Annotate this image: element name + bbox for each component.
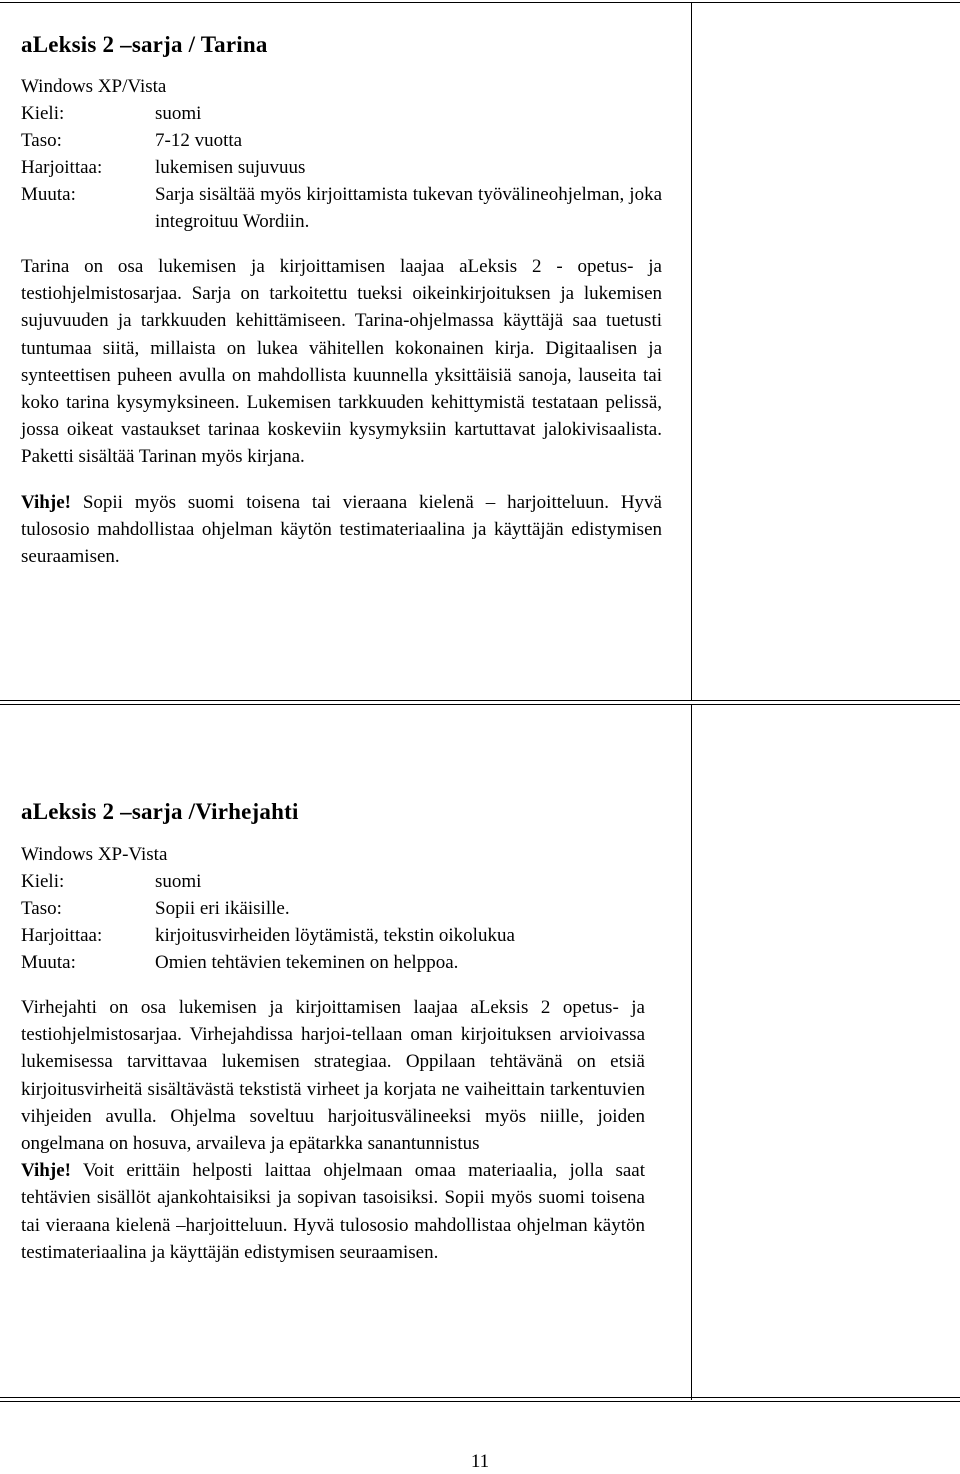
- meta-value: lukemisen sujuvuus: [155, 157, 306, 178]
- hint-paragraph: [21, 1157, 645, 1266]
- page-number: 11: [470, 1451, 490, 1472]
- meta-key: Muuta:: [21, 952, 76, 973]
- meta-key: Kieli:: [21, 103, 65, 124]
- section-divider-rule-b: [0, 704, 960, 705]
- meta-list: [21, 868, 645, 976]
- meta-key: Taso:: [21, 898, 62, 919]
- meta-key: Muuta:: [21, 184, 76, 205]
- section-divider-rule-a: [0, 700, 960, 701]
- description: Virhejahti on osa lukemisen ja kirjoittamisen laajaa aLeksis 2 opetus- ja testiohjelmistosarjaa. Virhejahdissa harjoi-tellaan oman kirjoituksen arvioivassa lukemisessa tarvittavaa lukemisen strategiaa. Oppilaan tehtävänä on etsiä kirjoitusvirheitä sisältävästä tekstistä virheet ja korjata ne vaiheittain tarkentuvien vihjeiden avulla. Ohjelma soveltuu harjoitusvälineeksi myös niille, joiden ongelmana on hosuva, arvaileva ja epätarkka sanantunnistus: [21, 997, 645, 1155]
- top-rule: [0, 2, 960, 3]
- hint-label: Vihje!: [21, 1160, 71, 1182]
- meta-value: suomi: [155, 103, 202, 124]
- meta-value: kirjoitusvirheiden löytämistä, tekstin oikolukua: [155, 925, 515, 946]
- meta-key: Harjoittaa:: [21, 157, 103, 178]
- bottom-rule-a: [0, 1397, 960, 1398]
- hint-text: Voit erittäin helposti laittaa ohjelmaan omaa materiaalia, jolla saat tehtävien sisällöt ajankohtaisiksi ja sopivan tasoisiksi. Sopii myös suomi toisena tai vieraana kielenä –harjoitteluun. Hyvä tulososio mahdollistaa ohjelman käytön testimateriaalina ja käyttäjän edistymisen seuraamisen.: [21, 1160, 645, 1263]
- description: Tarina on osa lukemisen ja kirjoittamisen laajaa aLeksis 2 - opetus- ja testiohjelmistosarjaa. Sarja on tarkoitettu tueksi oikeinkirjoituksen ja lukemisen sujuvuuden ja tarkkuuden kehittämiseen. Tarina-ohjelmassa käyttäjä saa tuetusti tuntumaa siitä, millaista on lukea vähitellen kokonainen kirja. Digitaalisen ja synteettisen puheen avulla on mahdollista kuunnella yksittäisiä sanoja, lauseita tai koko tarina kysymyksineen. Lukemisen tarkkuuden kehittymistä testataan pelissä, jossa oikeat vastaukset tarinaa koskeviin kysymyksiin kartuttavat jalokivisaalista. Paketti sisältää Tarinan myös kirjana.: [21, 256, 662, 468]
- section-title: aLeksis 2 –sarja / Tarina: [21, 32, 268, 57]
- meta-value: suomi: [155, 871, 202, 892]
- platform: Windows XP/Vista: [21, 76, 167, 97]
- section-virhejahti: [21, 797, 645, 1266]
- meta-value: Omien tehtävien tekeminen on helppoa.: [155, 952, 459, 973]
- column-divider-lower: [691, 704, 692, 1400]
- meta-value: 7-12 vuotta: [155, 130, 243, 151]
- hint-text: Sopii myös suomi toisena tai vieraana kielenä – harjoitteluun. Hyvä tulososio mahdollistaa ohjelman käytön testimateriaalina ja käyttäjän edistymisen seuraamisen.: [21, 491, 662, 568]
- hint-label: Vihje!: [21, 491, 71, 513]
- hint-paragraph: [21, 489, 662, 571]
- meta-key: Harjoittaa:: [21, 925, 103, 946]
- meta-value: Sopii eri ikäisille.: [155, 898, 290, 919]
- column-divider-upper: [691, 2, 692, 700]
- meta-key: Taso:: [21, 130, 62, 151]
- section-tarina: [21, 30, 662, 570]
- platform: Windows XP-Vista: [21, 844, 168, 865]
- meta-value: Sarja sisältää myös kirjoittamista tukevan työvälineohjelman, joka integroituu Wordiin.: [155, 184, 662, 232]
- bottom-rule-b: [0, 1401, 960, 1402]
- section-title: aLeksis 2 –sarja /Virhejahti: [21, 799, 299, 824]
- meta-list: [21, 100, 662, 235]
- meta-key: Kieli:: [21, 871, 65, 892]
